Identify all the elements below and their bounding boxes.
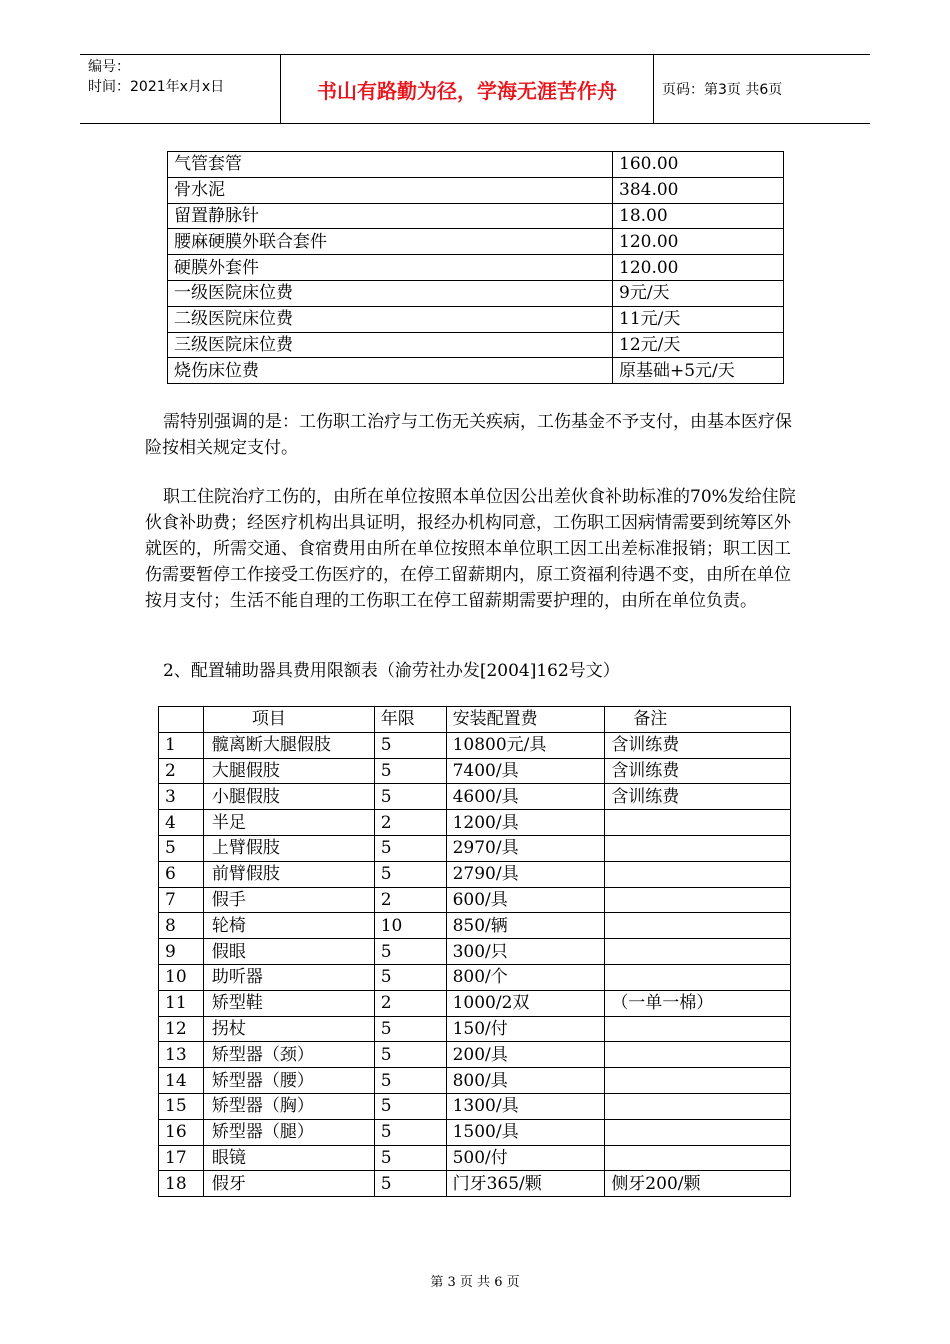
table-row <box>159 1093 791 1119</box>
fee-cell: 200/具 <box>446 1042 605 1068</box>
table-row <box>159 887 791 913</box>
remark-cell <box>605 1145 791 1171</box>
table-row <box>159 1068 791 1094</box>
fee-cell: 1200/具 <box>446 810 605 836</box>
header-slogan: 书山有路勤为径，学海无涯苦作舟 <box>317 78 617 103</box>
table-row <box>159 1119 791 1145</box>
header-cell: 年限 <box>374 707 446 733</box>
index-cell: 17 <box>159 1145 204 1171</box>
remark-cell: 含训练费 <box>605 758 791 784</box>
item-cell: 矫型器（腰） <box>203 1068 374 1094</box>
table-row <box>159 810 791 836</box>
item-cell: 腰麻硬膜外联合套件 <box>168 229 613 255</box>
table-row <box>159 1145 791 1171</box>
table-row <box>159 1042 791 1068</box>
table-row <box>159 1171 791 1197</box>
fee-cell: 4600/具 <box>446 784 605 810</box>
section-heading: 2、配置辅助器具费用限额表（渝劳社办发[2004]162号文） <box>163 661 620 681</box>
table-row <box>168 280 784 306</box>
remark-cell: 含训练费 <box>605 732 791 758</box>
item-cell: 硬膜外套件 <box>168 255 613 281</box>
header-cell: 安装配置费 <box>446 707 605 733</box>
table-row <box>159 758 791 784</box>
years-cell: 5 <box>374 939 446 965</box>
remark-cell: （一单一棉） <box>605 990 791 1016</box>
index-cell: 6 <box>159 861 204 887</box>
fee-table <box>167 151 784 384</box>
index-cell: 9 <box>159 939 204 965</box>
price-cell: 384.00 <box>613 177 784 203</box>
years-cell: 5 <box>374 784 446 810</box>
fee-cell: 2970/具 <box>446 835 605 861</box>
item-cell: 大腿假肢 <box>203 758 374 784</box>
table-row <box>168 177 784 203</box>
fee-cell: 150/付 <box>446 1016 605 1042</box>
years-cell: 2 <box>374 990 446 1016</box>
index-cell: 10 <box>159 964 204 990</box>
index-cell: 12 <box>159 1016 204 1042</box>
document-number-label: 编号： <box>88 59 130 75</box>
index-cell: 2 <box>159 758 204 784</box>
item-cell: 髋离断大腿假肢 <box>203 732 374 758</box>
years-cell: 5 <box>374 1068 446 1094</box>
table-row <box>168 203 784 229</box>
years-cell: 5 <box>374 1093 446 1119</box>
index-cell: 8 <box>159 913 204 939</box>
table-row <box>159 732 791 758</box>
remark-cell <box>605 1093 791 1119</box>
table-row <box>168 306 784 332</box>
years-cell: 5 <box>374 1145 446 1171</box>
table-row <box>159 964 791 990</box>
item-cell: 眼镜 <box>203 1145 374 1171</box>
index-cell: 18 <box>159 1171 204 1197</box>
item-cell: 半足 <box>203 810 374 836</box>
index-cell: 13 <box>159 1042 204 1068</box>
item-cell: 假眼 <box>203 939 374 965</box>
item-cell: 二级医院床位费 <box>168 306 613 332</box>
years-cell: 10 <box>374 913 446 939</box>
item-cell: 三级医院床位费 <box>168 332 613 358</box>
price-cell: 9元/天 <box>613 280 784 306</box>
table-header-row <box>159 707 791 733</box>
index-cell: 4 <box>159 810 204 836</box>
item-cell: 一级医院床位费 <box>168 280 613 306</box>
table-row <box>159 861 791 887</box>
item-cell: 矫型器（颈） <box>203 1042 374 1068</box>
fee-cell: 500/付 <box>446 1145 605 1171</box>
remark-cell <box>605 887 791 913</box>
remark-cell: 含训练费 <box>605 784 791 810</box>
years-cell: 5 <box>374 964 446 990</box>
item-cell: 小腿假肢 <box>203 784 374 810</box>
fee-cell: 1000/2双 <box>446 990 605 1016</box>
index-cell: 16 <box>159 1119 204 1145</box>
years-cell: 5 <box>374 1119 446 1145</box>
remark-cell <box>605 861 791 887</box>
remark-cell <box>605 964 791 990</box>
fee-cell: 800/具 <box>446 1068 605 1094</box>
price-cell: 160.00 <box>613 152 784 178</box>
table-row <box>159 913 791 939</box>
table-row <box>159 784 791 810</box>
item-cell: 轮椅 <box>203 913 374 939</box>
item-cell: 矫型器（腿） <box>203 1119 374 1145</box>
price-cell: 11元/天 <box>613 306 784 332</box>
index-cell: 3 <box>159 784 204 810</box>
header-cell <box>159 707 204 733</box>
item-cell: 气管套管 <box>168 152 613 178</box>
price-cell: 12元/天 <box>613 332 784 358</box>
index-cell: 15 <box>159 1093 204 1119</box>
item-cell: 前臂假肢 <box>203 861 374 887</box>
header-divider <box>653 55 654 123</box>
remark-cell <box>605 1068 791 1094</box>
years-cell: 5 <box>374 861 446 887</box>
fee-cell: 2790/具 <box>446 861 605 887</box>
assistive-device-table <box>158 706 791 1197</box>
price-cell: 18.00 <box>613 203 784 229</box>
years-cell: 5 <box>374 1042 446 1068</box>
years-cell: 2 <box>374 887 446 913</box>
remark-cell <box>605 810 791 836</box>
remark-cell <box>605 1016 791 1042</box>
years-cell: 5 <box>374 758 446 784</box>
years-cell: 5 <box>374 1016 446 1042</box>
remark-cell <box>605 913 791 939</box>
item-cell: 假牙 <box>203 1171 374 1197</box>
item-cell: 烧伤床位费 <box>168 358 613 384</box>
header-cell: 备注 <box>605 707 791 733</box>
note-paragraph: 需特别强调的是：工伤职工治疗与工伤无关疾病，工伤基金不予支付，由基本医疗保险按相关规定支付。 <box>145 412 792 458</box>
price-cell: 120.00 <box>613 255 784 281</box>
item-cell: 助听器 <box>203 964 374 990</box>
table-row <box>168 152 784 178</box>
fee-cell: 800/个 <box>446 964 605 990</box>
table-row <box>168 332 784 358</box>
table-row <box>159 939 791 965</box>
item-cell: 骨水泥 <box>168 177 613 203</box>
document-time-label: 时间：2021年x月x日 <box>88 79 225 95</box>
item-cell: 假手 <box>203 887 374 913</box>
index-cell: 7 <box>159 887 204 913</box>
table-row <box>159 835 791 861</box>
table-row <box>168 255 784 281</box>
years-cell: 5 <box>374 732 446 758</box>
item-cell: 上臂假肢 <box>203 835 374 861</box>
remark-cell <box>605 835 791 861</box>
index-cell: 1 <box>159 732 204 758</box>
header-meta <box>88 57 280 97</box>
header-page-label: 页码：第3页 共6页 <box>662 82 783 98</box>
item-cell: 留置静脉针 <box>168 203 613 229</box>
table-row <box>168 358 784 384</box>
fee-cell: 600/具 <box>446 887 605 913</box>
page-footer: 第 3 页 共 6 页 <box>430 1275 520 1290</box>
price-cell: 120.00 <box>613 229 784 255</box>
index-cell: 14 <box>159 1068 204 1094</box>
fee-cell: 10800元/具 <box>446 732 605 758</box>
remark-cell <box>605 1119 791 1145</box>
remark-cell <box>605 939 791 965</box>
years-cell: 5 <box>374 835 446 861</box>
years-cell: 5 <box>374 1171 446 1197</box>
item-cell: 矫型鞋 <box>203 990 374 1016</box>
table-row <box>168 229 784 255</box>
price-cell: 原基础+5元/天 <box>613 358 784 384</box>
body-paragraph: 职工住院治疗工伤的，由所在单位按照本单位因公出差伙食补助标准的70%发给住院伙食补助费；经医疗机构出具证明，报经办机构同意，工伤职工因病情需要到统筹区外就医的，所需交通、食宿费用由所在单位按照本单位职工因工出差标准报销；职工因工伤需要暂停工作接受工伤医疗的，在停工留薪期内，原工资福利待遇不变，由所在单位按月支付；生活不能自理的工伤职工在停工留薪期需要护理的，由所在单位负责。 <box>145 487 796 611</box>
fee-cell: 1500/具 <box>446 1119 605 1145</box>
table-row <box>159 1016 791 1042</box>
fee-cell: 300/只 <box>446 939 605 965</box>
remark-cell: 侧牙200/颗 <box>605 1171 791 1197</box>
remark-cell <box>605 1042 791 1068</box>
index-cell: 5 <box>159 835 204 861</box>
index-cell: 11 <box>159 990 204 1016</box>
fee-cell: 7400/具 <box>446 758 605 784</box>
fee-cell: 850/辆 <box>446 913 605 939</box>
fee-cell: 门牙365/颗 <box>446 1171 605 1197</box>
header-cell: 项目 <box>203 707 374 733</box>
page-header <box>80 54 870 124</box>
fee-cell: 1300/具 <box>446 1093 605 1119</box>
item-cell: 矫型器（胸） <box>203 1093 374 1119</box>
item-cell: 拐杖 <box>203 1016 374 1042</box>
table-row <box>159 990 791 1016</box>
years-cell: 2 <box>374 810 446 836</box>
